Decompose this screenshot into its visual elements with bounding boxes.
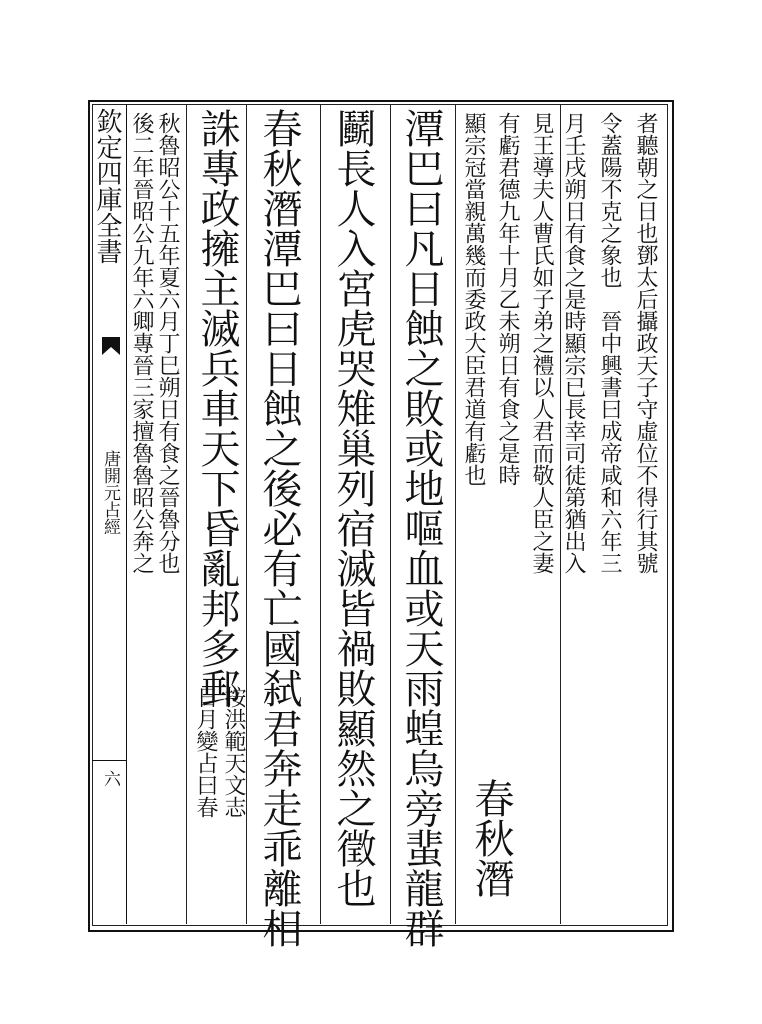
annotation-column: 日月變占曰春 (193, 686, 218, 818)
text-column: 顯宗冠當親萬幾而委政大臣君道有虧也 (461, 112, 486, 486)
column-rule (320, 104, 321, 924)
text-column: 令蓋陽不克之象也 晉中興書曰成帝咸和六年三 (597, 112, 622, 574)
text-column: 春秋潛 (468, 778, 514, 898)
column-rule (186, 104, 187, 924)
text-column: 誅專政擁主滅兵車天下昏亂邦多郵 (194, 108, 240, 708)
text-column: 秋魯昭公十五年夏六月丁巳朔日有食之晉魯分也 (155, 112, 180, 574)
margin-page-number: 六 (100, 770, 120, 787)
text-column: 見王導夫人曹氏如子弟之禮以人君而敬人臣之妻 (529, 112, 554, 574)
column-rule (455, 104, 456, 924)
text-column: 月壬戌朔日有食之是時顯宗已長幸司徒第猶出入 (561, 112, 586, 574)
margin-book-title: 唐開元占經 (100, 450, 120, 535)
text-column: 有虧君德九年十月乙未朔日有食之是時 (495, 112, 520, 486)
annotation-column: 按洪範天文志 (221, 686, 246, 818)
margin-title: 欽定四庫全書 (92, 108, 122, 264)
text-column: 潭巴曰凡日蝕之敗或地嘔血或天雨蝗烏旁蜚龍群 (398, 108, 444, 948)
text-column: 後二年晉昭公九年六卿專晉三家擅魯魯昭公奔之 (129, 112, 154, 574)
margin-divider (92, 760, 126, 761)
fishtail-mark-icon (100, 335, 122, 357)
text-column: 春秋潛潭巴曰日蝕之後必有亡國弑君奔走乖離相 (256, 108, 302, 948)
text-column: 者聽朝之日也鄧太后攝政天子守虛位不得行其號 (633, 112, 658, 574)
text-column: 鬬長人入宮虎哭雉巢列宿滅皆禍敗顯然之徵也 (330, 108, 376, 908)
column-rule (390, 104, 391, 924)
column-rule (246, 104, 247, 924)
